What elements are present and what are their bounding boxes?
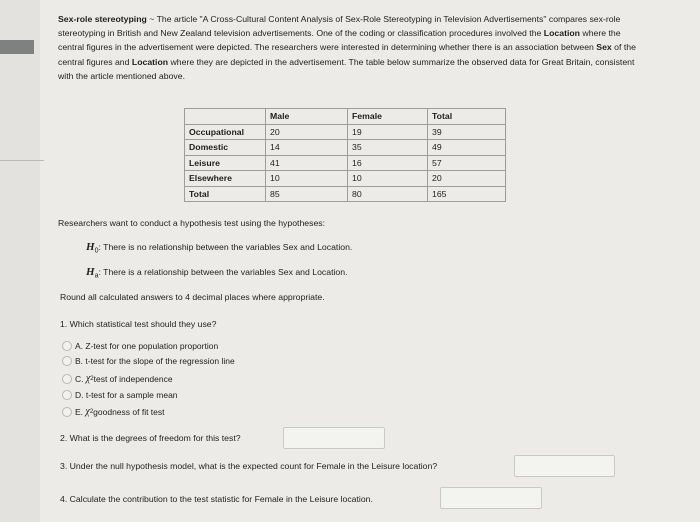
problem-title: Sex-role stereotyping xyxy=(58,14,147,24)
question-4-answer-field[interactable] xyxy=(440,487,542,509)
table-header-row xyxy=(185,109,506,125)
option-d[interactable]: D. t-test for a sample mean xyxy=(62,390,178,400)
hypotheses-lead: Researchers want to conduct a hypothesis test using the hypotheses: xyxy=(58,218,326,228)
cell-female: 19 xyxy=(348,124,428,140)
chi-symbol: χ xyxy=(85,373,91,384)
radio-button[interactable] xyxy=(62,390,72,400)
problem-intro: Sex-role stereotyping ~ The article "A Cross-Cultural Content Analysis of Sex-Role Stereotyping in Television Advertisements" compares sex-role stereotyping in British and New Zealand television advertisements. One of the coding or classification procedures involved the Location where the central figures in the advertisement were depicted. The researchers were interested in determining whether there is an association between Sex of the central figures and Location where they are depicted in the advertisement. The table below summarize the observed data for Great Britain, consistent with the article mentioned above. xyxy=(58,14,636,81)
table-row xyxy=(185,171,506,187)
question-3-prompt: 3. Under the null hypothesis model, what is the expected count for Female in the Leisure location? xyxy=(60,461,438,471)
cell-male: 85 xyxy=(266,186,348,202)
question-3-answer-field[interactable] xyxy=(514,455,615,477)
question-2-answer-field[interactable] xyxy=(283,427,385,449)
header-female: Female xyxy=(348,109,428,125)
table-row xyxy=(185,124,506,140)
option-b[interactable]: B. t-test for the slope of the regression line xyxy=(62,356,235,366)
table-row xyxy=(185,140,506,156)
question-4-prompt: 4. Calculate the contribution to the test statistic for Female in the Leisure location. xyxy=(60,494,373,504)
table-row xyxy=(185,155,506,171)
option-a[interactable]: A. Z-test for one population proportion xyxy=(62,341,218,351)
header-total: Total xyxy=(428,109,506,125)
chi-symbol: χ xyxy=(85,406,90,417)
row-label: Domestic xyxy=(185,140,266,156)
header-male: Male xyxy=(266,109,348,125)
cell-total: 57 xyxy=(428,155,506,171)
cell-male: 41 xyxy=(266,155,348,171)
cell-female: 80 xyxy=(348,186,428,202)
cell-female: 35 xyxy=(348,140,428,156)
left-margin xyxy=(0,0,40,522)
radio-button[interactable] xyxy=(62,356,72,366)
option-e[interactable]: E. χ 2 goodness of fit test xyxy=(62,406,165,417)
cell-total: 49 xyxy=(428,140,506,156)
null-hypothesis: $H_0$: There is no relationship between the variables Sex and Location. xyxy=(86,241,353,255)
cell-total: 165 xyxy=(428,186,506,202)
cell-female: 10 xyxy=(348,171,428,187)
radio-button[interactable] xyxy=(62,407,72,417)
row-label: Occupational xyxy=(185,124,266,140)
ha-symbol: H xyxy=(86,266,95,278)
radio-button[interactable] xyxy=(62,374,72,384)
question-1-prompt: 1. Which statistical test should they use? xyxy=(60,319,217,329)
question-2-prompt: 2. What is the degrees of freedom for this test? xyxy=(60,433,241,443)
row-label: Elsewhere xyxy=(185,171,266,187)
option-c[interactable]: C. χ 2 test of independence xyxy=(62,373,173,384)
row-label: Total xyxy=(185,186,266,202)
cell-male: 10 xyxy=(266,171,348,187)
left-margin-divider xyxy=(0,160,44,161)
cell-male: 14 xyxy=(266,140,348,156)
observed-data-table xyxy=(184,108,506,202)
cell-total: 39 xyxy=(428,124,506,140)
cell-male: 20 xyxy=(266,124,348,140)
cell-total: 20 xyxy=(428,171,506,187)
cell-female: 16 xyxy=(348,155,428,171)
left-margin-tab xyxy=(0,40,34,54)
h0-symbol: H xyxy=(86,241,95,253)
table-row xyxy=(185,186,506,202)
header-blank xyxy=(185,109,266,125)
row-label: Leisure xyxy=(185,155,266,171)
radio-button[interactable] xyxy=(62,341,72,351)
rounding-note: Round all calculated answers to 4 decimal places where appropriate. xyxy=(60,292,325,302)
alternative-hypothesis: $H_a$: There is a relationship between the variables Sex and Location. xyxy=(86,266,348,280)
